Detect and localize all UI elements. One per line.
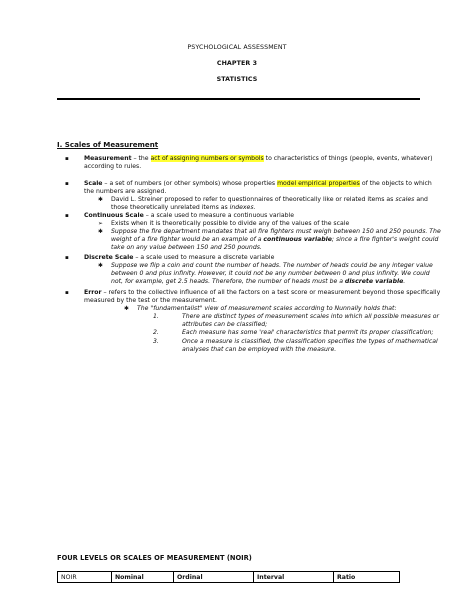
scale-sub-end: and [414,196,428,203]
bullet-square-icon: ▪ [65,181,69,187]
scale-sub2-text: those theoretically unrelated items as [111,204,230,211]
scale-highlight: model empirical properties [277,180,360,187]
error-rest: – refers to the collective influence of all the factors on a test score or measurement beyond those specifically [101,289,441,296]
discrete-rest: – a scale used to measure a discrete variable [133,254,275,261]
list-number: 3. [153,338,159,345]
list-item-text: There are distinct types of measurement scales into which all possible measures or [182,313,440,320]
continuous-b1: Exists when it is theoretically possible to divide any of the values of the scale [111,220,350,227]
scale-line2: the numbers are assigned. [84,188,167,195]
bullet-square-icon: ▪ [65,290,69,296]
scale-sub-italic: scales [395,196,415,203]
definition-error [84,289,440,297]
topic-title: STATISTICS [216,76,258,83]
continuous-b2-l2 [111,236,438,244]
bullet-star-icon: ✱ [98,229,103,235]
scale-pre: – a set of numbers (or other symbols) whose properties [102,180,278,187]
scale-rest: of the objects to which [359,180,432,187]
scale-sub-text: David L. Streiner proposed to refer to questionnaires of theoretically like or related items as [111,196,396,203]
bullet-square-icon: ▪ [65,255,69,261]
discrete-b1-l1: Suppose we flip a coin and count the number of heads. The number of heads could be any integer value [111,262,433,269]
discrete-b1-l3c: . [403,278,406,285]
continuous-b2-l2a: weight of a fire fighter would be an example of a [111,236,264,243]
list-item-text: Once a measure is classified, the classification specifies the types of mathematical [182,338,438,345]
bullet-star-icon: ✱ [98,197,103,203]
bullet-square-icon: ▪ [65,213,69,219]
list-item-text: attributes can be classified; [182,321,268,328]
continuous-b2-l3: take on any value between 150 and 250 pounds. [111,244,262,251]
section-title-scales: I. Scales of Measurement [57,140,159,149]
arrow-bullet-icon: ➢ [98,221,103,227]
chapter-title: CHAPTER 3 [216,60,258,67]
header-rule [57,98,420,100]
table-cell-noir: NOIR [58,572,112,583]
list-number: 1. [153,313,159,320]
table-cell-nominal: Nominal [112,572,174,583]
error-sub: The "fundamentalist" view of measurement scales according to Nunnally holds that: [137,305,397,312]
term-scale: Scale [84,180,103,187]
course-title: PSYCHOLOGICAL ASSESSMENT [187,44,287,51]
measurement-rest: to characteristics of things (people, events, whatever) [263,155,433,162]
noir-table [57,571,400,583]
scale-sub-line1 [111,196,428,204]
table-cell-ratio: Ratio [334,572,400,583]
measurement-highlight: act of assigning numbers or symbols [150,155,264,162]
section-title-noir: FOUR LEVELS OR SCALES OF MEASUREMENT (NOIR) [57,554,252,562]
term-continuous: Continuous Scale [84,212,144,219]
measurement-line2: according to rules. [84,163,142,170]
continuous-variable-term: continuous variable [263,236,332,243]
continuous-b2-l2c: ; since a fire fighter's weight could [331,236,439,243]
continuous-rest: – a scale used to measure a continuous variable [143,212,294,219]
list-number: 2. [153,329,159,336]
definition-measurement [84,155,432,163]
discrete-b1-l2: between 0 and plus infinity. However, it could not be any number between 0 and plus infinity. We could [111,270,430,277]
bullet-square-icon: ▪ [65,156,69,162]
scale-sub2-italic: indexes. [229,204,256,211]
list-item-text: analyses that can be employed with the measure. [182,346,337,353]
error-line2: measured by the test or the measurement. [84,297,217,304]
discrete-b1-l3a: not, for example, get 2.5 heads. Therefore, the number of heads must be a [111,278,345,285]
table-row [58,572,400,583]
definition-continuous [84,212,294,220]
definition-discrete [84,254,274,262]
bullet-star-icon: ✱ [124,306,129,312]
measurement-dash: – the [131,155,151,162]
discrete-b1-l3 [111,278,405,286]
definition-scale [84,180,432,188]
list-item-text: Each measure has some 'real' characteristics that permit its proper classification; [182,329,434,336]
scale-sub-line2 [111,204,255,212]
term-error: Error [84,289,102,296]
continuous-b2-l1: Suppose the fire department mandates that all fire fighters must weigh between 150 and 250 pounds. The [111,228,441,235]
table-cell-ordinal: Ordinal [174,572,254,583]
term-measurement: Measurement [84,155,132,162]
table-cell-interval: Interval [254,572,334,583]
term-discrete: Discrete Scale [84,254,134,261]
bullet-star-icon: ✱ [98,263,103,269]
discrete-variable-term: discrete variable [344,278,404,285]
